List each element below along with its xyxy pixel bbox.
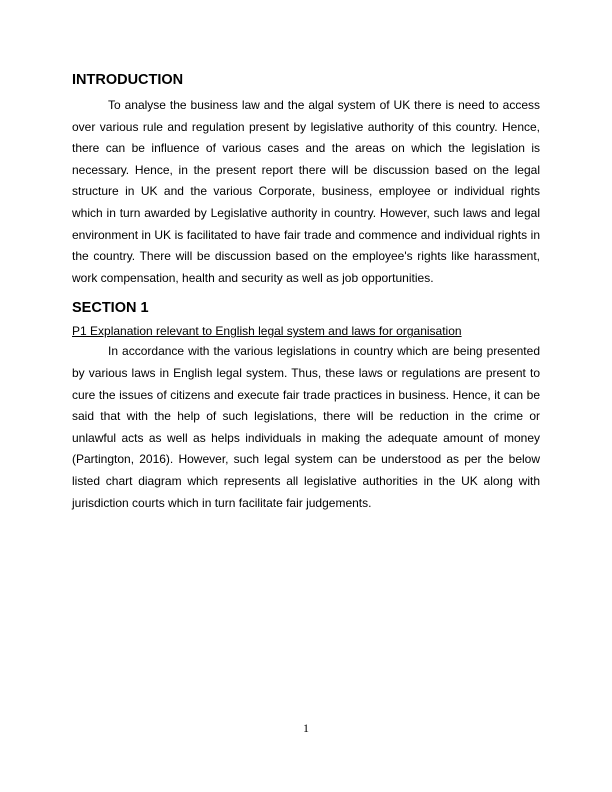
introduction-paragraph: To analyse the business law and the algal system of UK there is need to access over various rule and regulation present by legislative authority of this country. Hence, there can be influence of various cases and the areas on which the legislation is necessary. Hence, in the present report there will be discussion based on the legal structure in UK and the various Corporate, business, employee or individual rights which in turn awarded by Legislative authority in country. However, such laws and legal environment in UK is facilitated to have fair trade and commence and individual rights in the country. There will be discussion based on the employee's rights like harassment, work compensation, health and security as well as job opportunities. [72, 98, 540, 285]
section-1-subheading: P1 Explanation relevant to English legal system and laws for organisation [72, 324, 462, 339]
section-1-heading: SECTION 1 [72, 300, 149, 317]
introduction-heading: INTRODUCTION [72, 72, 184, 88]
page-content [72, 71, 540, 514]
section-1-paragraph: In accordance with the various legislations in country which are being presented by various laws in English legal system. Thus, these laws or regulations are present to cure the issues of citizens and execute fair trade practices in business. Hence, it can be said that with the help of such legislations, there will be reduction in the crime or unlawful acts as well as helps individuals in making the adequate amount of money (Partington, 2016). However, such legal system can be understood as per the below listed chart diagram which represents all legislative authorities in the UK along with jurisdiction courts which in turn facilitate fair judgements. [72, 344, 540, 510]
page-number: 1 [303, 721, 309, 735]
